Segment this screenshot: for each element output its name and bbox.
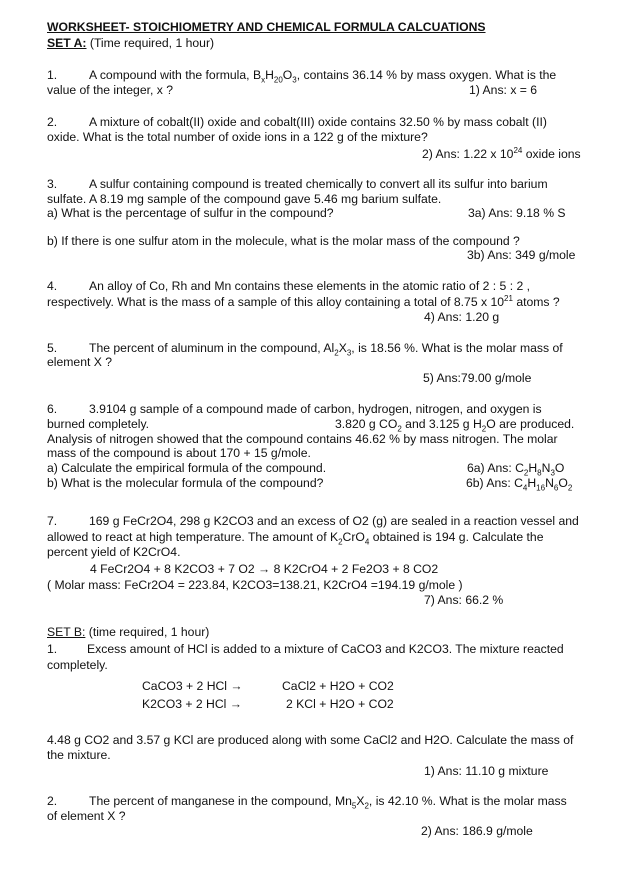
q6-line3: Analysis of nitrogen showed that the compound contains 46.62 % by mass nitrogen. The molar <box>47 432 558 446</box>
q4-line2 <box>47 295 560 309</box>
b2-line1 <box>47 794 567 811</box>
q3-line1 <box>47 177 548 191</box>
b2-text-a: The percent of manganese in the compound, Mn <box>89 794 352 808</box>
q7-number: 7. <box>47 514 58 528</box>
q2-line2: oxide. What is the total number of oxide ions in a 122 g of the mixture? <box>47 130 428 144</box>
q4-number: 4. <box>47 279 58 293</box>
q1-o-sub: 3 <box>292 75 297 85</box>
page-title: WORKSHEET- STOICHIOMETRY AND CHEMICAL FORMULA CALCUATIONS <box>47 20 486 34</box>
q6-line1 <box>47 402 542 416</box>
q4-text-a: respectively. What is the mass of a sample of this alloy containing a total of 8.75 x 10 <box>47 295 505 309</box>
b2-number: 2. <box>47 794 58 808</box>
q1-line2: value of the integer, x ? <box>47 83 174 97</box>
q5-answer: 5) Ans:79.00 g/mole <box>423 371 532 385</box>
q7-text-b: CrO <box>342 530 365 544</box>
q7-line2: allowed to react at high temperature. The amount of $K_2CrO_4$ obtained is 194 g. Calculate the <box>47 530 544 547</box>
b2-text-b: , is 42.10 %. What is the molar mass <box>368 794 567 808</box>
q5-text-b: , is 18.56 %. What is the molar mass of <box>351 341 563 355</box>
q1-text-b: , contains 36.14 % by mass oxygen. What is the <box>296 68 557 82</box>
b1-reaction1-left: CaCO3 + 2 HCl → <box>142 679 243 693</box>
b1-paragraph-line2: the mixture. <box>47 748 111 762</box>
q2-ans-exp: 24 <box>513 145 523 155</box>
q4-answer: 4) Ans: 1.20 g <box>424 310 500 324</box>
q5-line2: element X ? <box>47 355 113 369</box>
q6b-h: 16 <box>536 483 546 493</box>
q6b-answer: 6b) Ans: $C_4H_{16}N_6O_2$ <box>466 476 573 493</box>
set-a-time: (Time required, 1 hour) <box>86 36 215 50</box>
q3-number: 3. <box>47 177 58 191</box>
q4-text: An alloy of Co, Rh and Mn contains these elements in the atomic ratio of 2 : 5 : 2 , <box>89 279 531 293</box>
q7-equation: 4 FeCr2O4 + 8 K2CO3 + 7 O2 → 8 K2CrO4 + 2 Fe2O3 + 8 CO2 <box>90 562 439 576</box>
b2-sub1: 5 <box>351 801 357 811</box>
q6a-n: 3 <box>550 468 555 478</box>
q2-ans-a: 2) Ans: 1.22 x 10 <box>422 147 514 161</box>
q2-line1 <box>47 115 547 129</box>
q6-h2o: and 3.125 g H <box>401 417 482 431</box>
b1-text: Excess amount of HCl is added to a mixture of CaCO3 and K2CO3. The mixture reacted <box>87 642 564 656</box>
set-a-heading <box>47 36 214 50</box>
q3a-answer: 3a) Ans: 9.18 % S <box>468 206 566 220</box>
q1-x: x <box>261 75 266 85</box>
b2-sub2: 2 <box>364 801 369 811</box>
q7-answer: 7) Ans: 66.2 % <box>424 593 504 607</box>
q6b-question: b) What is the molecular formula of the compound? <box>47 476 324 490</box>
q6-line4: mass of the compound is about 170 + 15 g/mole. <box>47 446 311 460</box>
q6a-answer: 6a) Ans: $C_2H_8N_3O$ <box>467 461 565 478</box>
b1-reaction1-right: CaCl2 + H2O + CO2 <box>282 679 394 693</box>
q6-h2o-sub: 2 <box>481 424 487 434</box>
q5-line1 <box>47 341 563 358</box>
set-a-label: SET A: <box>47 36 87 50</box>
q1-text-a: A compound with the formula, B <box>89 68 262 82</box>
q2-ans-b: oxide ions <box>522 147 581 161</box>
q5-x: X <box>338 341 347 355</box>
q5-sub1: 2 <box>334 348 339 358</box>
b2-line2: of element X ? <box>47 809 126 823</box>
q7-text-a: allowed to react at high temperature. The amount of K <box>47 530 339 544</box>
q3-text: A sulfur containing compound is treated chemically to convert all its sulfur into barium <box>89 177 548 191</box>
b1-paragraph-line1: 4.48 g CO2 and 3.57 g KCl are produced along with some CaCl2 and H2O. Calculate the mass of <box>47 733 574 747</box>
set-b-label: SET B: <box>47 625 86 639</box>
q3b-answer: 3b) Ans: 349 g/mole <box>467 248 576 262</box>
b2-answer: 2) Ans: 186.9 g/mole <box>421 824 533 838</box>
q6b-o: 2 <box>567 483 573 493</box>
q3a-question: a) What is the percentage of sulfur in the compound? <box>47 206 334 220</box>
q1-line1 <box>47 68 557 85</box>
b1-line2: completely. <box>47 658 108 672</box>
q4-text-b: atoms ? <box>512 295 560 309</box>
q7-molar-masses: ( Molar mass: FeCr2O4 = 223.84, K2CO3=138.21, K2CrO4 =194.19 g/mole ) <box>47 578 463 592</box>
q4-exp: 21 <box>504 293 513 303</box>
q1-answer: 1) Ans: x = 6 <box>469 83 538 97</box>
set-b-heading <box>47 625 209 639</box>
q6a-h: 8 <box>537 468 542 478</box>
q7-text-c: obtained is 194 g. Calculate the <box>369 530 544 544</box>
q7-line1 <box>47 514 579 528</box>
q1-number: 1. <box>47 68 58 82</box>
q6a-c: 2 <box>523 468 529 478</box>
q6a-pre: 6a) Ans: C <box>467 461 524 475</box>
q7-text: 169 g FeCr2O4, 298 g K2CO3 and an excess of O2 (g) are sealed in a reaction vessel and <box>89 514 579 528</box>
q5-sub2: 3 <box>346 348 352 358</box>
q6-line2-products <box>335 417 575 434</box>
b1-reaction2-right: 2 KCl + H2O + CO2 <box>286 697 394 711</box>
q1-h-sub: 20 <box>273 75 283 85</box>
q6b-pre: 6b) Ans: C <box>466 476 523 490</box>
q6b-c: 4 <box>522 483 528 493</box>
q6-line2: burned completely. <box>47 417 150 431</box>
q6-co2: 3.820 g CO <box>335 417 398 431</box>
q5-text-a: The percent of aluminum in the compound, Al <box>89 341 335 355</box>
q7-line3: percent yield of K2CrO4. <box>47 545 181 559</box>
b1-answer: 1) Ans: 11.10 g mixture <box>424 764 549 778</box>
q6-number: 6. <box>47 402 58 416</box>
q3-line2: sulfate. A 8.19 mg sample of the compound gave 5.46 mg barium sulfate. <box>47 192 442 206</box>
q6b-n: 6 <box>553 483 559 493</box>
q2-text: A mixture of cobalt(II) oxide and cobalt(III) oxide contains 32.50 % by mass cobalt (II) <box>89 115 547 129</box>
set-b-time: (time required, 1 hour) <box>85 625 210 639</box>
b1-line1 <box>47 642 564 656</box>
q6-co2-sub: 2 <box>397 424 402 434</box>
q2-answer <box>422 147 581 161</box>
q4-line1 <box>47 279 530 293</box>
b1-reaction2-left: K2CO3 + 2 HCl → <box>142 697 242 711</box>
q1-h: H <box>265 68 274 82</box>
q3b-question: b) If there is one sulfur atom in the molecule, what is the molar mass of the compound ? <box>47 234 520 248</box>
q1-o: O <box>282 68 293 82</box>
q6-produced: O are produced. <box>486 417 575 431</box>
b2-x: X <box>356 794 365 808</box>
q6a-question: a) Calculate the empirical formula of the compound. <box>47 461 327 475</box>
q2-number: 2. <box>47 115 58 129</box>
q6-text: 3.9104 g sample of a compound made of carbon, hydrogen, nitrogen, and oxygen is <box>89 402 542 416</box>
b1-number: 1. <box>47 642 58 656</box>
q5-number: 5. <box>47 341 58 355</box>
